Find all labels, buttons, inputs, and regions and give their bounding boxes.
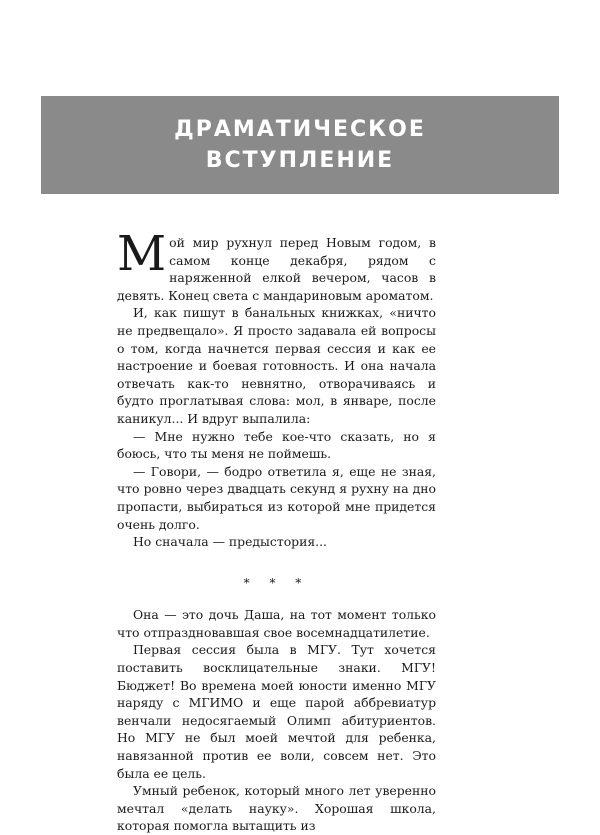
paragraph-6: Она — это дочь Даша, на тот момент только что отпраздновавшая свое восемнадцатилетие. (117, 607, 436, 640)
section-separator: * * * (243, 575, 310, 590)
paragraph-7: Первая сессия была в МГУ. Тут хочется поставить восклицательные знаки. МГУ! Бюджет! Во времена моей юности именно МГУ наряду с МГИМО и еще парой аббревиатур венчали недосягаемый Олимп абитуриентов. Но МГУ не был моей мечтой для ребенка, навязанной против ее воли, совсем нет. Это была ее цель. (117, 642, 436, 781)
paragraph-1-text: ой мир рухнул перед Новым годом, в самом конце декабря, рядом с наряженной елкой вечером, часов в девять. Конец света с мандариновым ароматом. (117, 235, 436, 303)
paragraph-5: Но сначала — предыстория... (133, 534, 327, 550)
paragraph-2: И, как пишут в банальных книжках, «ничто не предвещало». Я просто задавала ей вопросы о том, когда начнется первая сессия и как ее настроение и боевая готовность. И она начала отвечать как-то невнятно, отворачиваясь и будто проглатывая слова: мол, в январе, после каникул... И вдруг выпалила: (117, 305, 436, 426)
paragraph-1 (117, 226, 436, 304)
paragraph-4: — Говори, — бодро ответила я, еще не зная, что ровно через двадцать секунд я рухну на дно пропасти, выбираться из которой мне придется очень долго. (117, 463, 436, 532)
chapter-title-band (41, 96, 559, 194)
drop-cap: М (117, 226, 167, 282)
paragraph-8: Умный ребенок, который много лет уверенно мечтал «делать науку». Хорошая школа, которая помогла вытащить из (117, 783, 436, 834)
chapter-title-line-2: ВСТУПЛЕНИЕ (205, 148, 395, 173)
chapter-text (117, 226, 436, 835)
paragraph-3: — Мне нужно тебе кое-что сказать, но я боюсь, что ты меня не поймешь. (117, 428, 436, 462)
chapter-title-line-1: ДРАМАТИЧЕСКОЕ (174, 117, 426, 142)
